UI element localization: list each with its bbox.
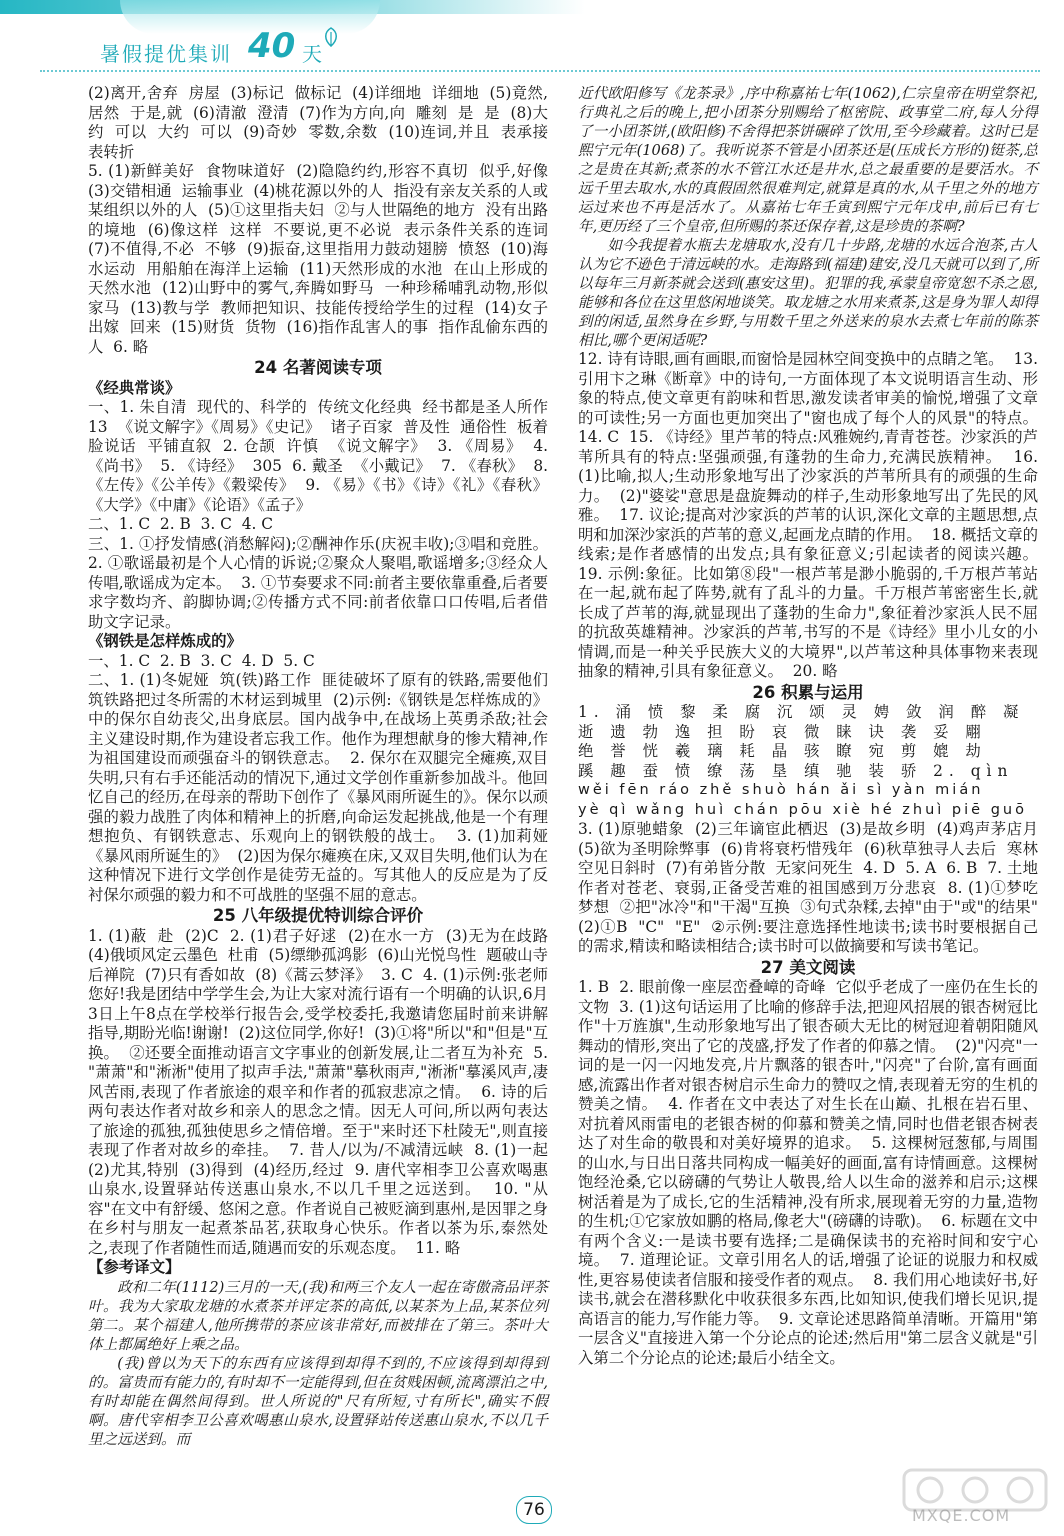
answer-block: 二、1. (1)冬妮娅 筑(铁)路工作 匪徒破坏了原有的铁路,需要他们筑铁路把过冬所需的木材运到城里 (2)示例:《钢铁是怎样炼成的》中的保尔自幼丧父,出身底层。国内战争中,在战场上英勇杀敌;社会主义建设时期,作为建设者忘我工作。他作为理想献身的惨大精神,作为祖国建设而顽强奋斗的钢铁意志。 2. 保尔在双腿完全瘫痪,双目失明,只有右手还能活动的情况下,通过文学创作重新参加战斗。他回忆自己的经历,在母亲的帮助下创作了《暴风雨所诞生的》。保尔以顽强的毅力战胜了肉体和精神上的折磨,向命运发起挑战,他是一个有理想抱负、有钢铁意志、乐观向上的钢铁般的战士。 3. (1)加莉娅 《暴风雨所诞生的》 (2)因为保尔瘫痪在床,又双目失明,他们认为在这种情况下进行文学创作是徒劳无益的。写其他人的反应是为了反衬保尔顽强的毅力和不可战胜的坚强不屈的意志。 bbox=[88, 671, 558, 904]
translation-heading: 【参考译文】 bbox=[88, 1258, 181, 1276]
translation-paragraph: 政和二年(1112)三月的一天,(我)和两三个友人一起在寄傲斋品评茶叶。我为大家取龙塘的水煮茶并评定茶的高低,以某茶为上品,某茶位列第二。某个福建人,他所携带的茶应该非常好,而被排在了第三。茶叶大体上都属绝好上乘之品。 bbox=[88, 1278, 548, 1353]
character-row: 1. 涌 愤 黎 柔 腐 沉 颂 灵 娉 敛 润 醉 凝 bbox=[578, 703, 1025, 721]
answer-block: 二、1. C 2. B 3. C 4. C bbox=[88, 515, 274, 533]
answer-block: (2)离开,舍弃 房屋 (3)标记 做标记 (4)详细地 详细地 (5)竟然,居然 于是,就 (6)清澈 澄清 (7)作为方向,向 雕刻 是 是 (8)大约 可以 大约 可以 (9)奇妙 零数,余数 (10)连词,并且 表承接 表转折 bbox=[88, 84, 558, 161]
series-title: 暑假提优集训 bbox=[100, 42, 232, 66]
answer-block: 3. (1)原驰蜡象 (2)三年谪宦此栖迟 (3)是故乡明 (4)鸡声茅店月 (5)欲为圣明除弊事 (6)肯将衰朽惜残年 (6)秋草独寻人去后 寒林空见日斜时 (7)有弟皆分散 无家问死生 4. D 5. A 6. B 7. 土地 作者对苍老、衰弱,正备受苦难的祖国感到万分悲哀 8. (1)①梦吃 梦想 ②把"冰冷"和"干渴"互换 ③句式杂糅,去掉"由于"或"的结果" (2)①B "C" "E" ②示例:要注意选择性地读书;读书时要根据自己的需求,精读和略读相结合;读书时可以做摘要和写读书笔记。 bbox=[578, 820, 1048, 955]
leaf-icon bbox=[322, 26, 340, 48]
answer-block: 12. 诗有诗眼,画有画眼,而窗恰是园林空间变换中的点睛之笔。 13. 引用卞之琳《断章》中的诗句,一方面体现了本文说明语言生动、形象的特点,使文章更有韵味和哲思,激发读者审美的愉悦,增强了文章的可读性;另一方面也更加突出了"窗也成了每个人的风景"的特点。 14. C 15. 《诗经》里芦苇的特点:风雅婉约,青青苍苍。沙家浜的芦苇所具有的特点:坚强顽强,有蓬勃的生命力,充满民族精神。 16. (1)比喻,拟人;生动形象地写出了沙家浜的芦苇所具有的顽强的生命力。 (2)"婆娑"意思是盘旋舞动的样子,生动形象地写出了先民的风雅。 17. 议论;提高对沙家浜的芦苇的认识,深化文章的主题思想,点明和加深沙家浜的芦苇的意义,起画龙点睛的作用。 18. 概括文章的线索;是作者感情的出发点;具有象征意义;引起读者的阅读兴趣。 19. 示例:象征。比如第⑧段"一根芦苇是渺小脆弱的,千万根芦苇站在一起,就布起了阵势,就有了乱斗的力量。千万根芦苇密密生长,就长成了芦苇的海,就显现出了蓬勃的生命力",象征着沙家浜人民不屈的抗敌英雄精神。沙家浜的芦苇,书写的不是《诗经》里小儿女的小情调,而是一种关乎民族大义的大境界",以芦苇这种具体事物来表现抽象的精神,引具有象征意义。 20. 略 bbox=[578, 350, 1048, 680]
character-row: 蹊 趣 蚕 愤 缭 荡 垦 缜 驰 装 骄 2. qìn bbox=[578, 761, 1014, 780]
answer-block: 5. (1)新鲜美好 食物味道好 (2)隐隐约约,形容不真切 似乎,好像 (3)交错相通 运输事业 (4)桃花源以外的人 指没有亲友关系的人或某组织以外的人 (5)①这里指夫妇 ②与人世隔绝的地方 没有出路的境地 (6)像这样 这样 不要说,更不必说 表示条件关系的连词 (7)不值得,不必 不够 (9)振奋,这里指用力鼓动翅膀 愤怒 (10)海水运动 用船舶在海洋上运输 (11)天然形成的水池 在山上形成的天然水池 (12)山野中的雾气,奔腾如野马 一种珍稀哺乳动物,形似家马 (13)教与学 教师把知识、技能传授给学生的过程 (14)女子出嫁 回来 (15)财货 货物 (16)指作乱害人的事 指作乱偷东西的人 6. 略 bbox=[88, 162, 558, 356]
watermark-site: MXQE.COM bbox=[912, 1506, 1011, 1525]
page-number: 76 bbox=[516, 1496, 552, 1524]
page-header bbox=[0, 0, 1064, 78]
right-column bbox=[578, 84, 1048, 1368]
answer-block: 一、1. 朱自清 现代的、科学的 传统文化经典 经书都是圣人所作 13 《说文解字》《周易》《史记》 诸子百家 普及性 通俗性 板着脸说话 平铺直叙 2. 仓颉 许慎 《说文解字》 3. 《周易》 4. 《尚书》 5. 《诗经》 305 6. 戴圣 《小戴记》 7. 《春秋》 8. 《左传》《公羊传》《穀梁传》 9. 《易》《书》《诗》《礼》《春秋》 《大学》《中庸》《论语》《孟子》 bbox=[88, 398, 558, 514]
answer-block: 三、1. ①抒发情感(消愁解闷);②酬神作乐(庆祝丰收);③唱和竞胜。 2. ①歌谣最初是个人心情的诉说;②聚众人聚唱,歌谣增多;③经众人传唱,歌谣成为定本。 3. ①节奏要求不同:前者主要依靠重叠,后者要求字数均齐、韵脚协调;②传播方式不同:前者依靠口口传唱,后者借助文字记录。 bbox=[88, 534, 558, 631]
pinyin-row: wěi fēn ráo zhě shuò hán ǎi sì yàn mián bbox=[578, 782, 984, 798]
section-title-27: 27 美文阅读 bbox=[760, 957, 856, 977]
subsection-title: 《钢铁是怎样炼成的》 bbox=[88, 632, 242, 650]
section-title-24: 24 名著阅读专项 bbox=[254, 358, 382, 377]
subsection-title: 《经典常谈》 bbox=[88, 378, 181, 397]
character-row: 绝 誉 恍 羲 璃 耗 晶 骇 瞭 宛 剪 媲 劫 bbox=[578, 742, 987, 760]
translation-paragraph: 如今我提着水瓶去龙塘取水,没有几十步路,龙塘的水远合泡茶,古人认为它不逊色于清远峡的水。走海路到(福建)建安,没几天就可以到了,所以每年三月新茶就会送到(惠安这里)。犯罪的我,承蒙皇帝宽恕不杀之恩,能够和各位在这里悠闲地谈笑。取龙塘之水用来煮茶,这是身为罪人却得到的闲适,虽然身在乡野,与用数千里之外送来的泉水去煮七年前的陈茶相比,哪个更闲适呢? bbox=[578, 237, 1038, 349]
section-title-26: 26 积累与运用 bbox=[752, 682, 864, 702]
header-divider bbox=[40, 70, 1040, 72]
answer-block: 一、1. C 2. B 3. C 4. D 5. C bbox=[88, 651, 315, 670]
translation-paragraph: (我)曾以为天下的东西有应该得到却得不到的,不应该得到却得到的。富贵而有能力的,有时却不一定能得到,但在贫贱困顿,流离漂泊之中,有时却能在偶然间得到。世人所说的"尺有所短,寸有所长",确实不假啊。唐代宰相李卫公喜欢喝惠山泉水,设置驿站传送惠山泉水,不以几千里之远送到。而 bbox=[88, 1354, 548, 1448]
character-row: 逝 遗 勃 逸 担 盼 哀 微 睐 诀 袭 妥 翢 bbox=[578, 722, 987, 741]
translation-paragraph: 近代欧阳修写《龙茶录》,序中称嘉祐七年(1062),仁宗皇帝在明堂祭祀,行典礼之后的晚上,把小团茶分别赐给了枢密院、政事堂二府,每人分得了一小团茶饼,(欧阳修)不舍得把茶饼碾碎了饮用,至今珍藏着。这时已是熙宁元年(1068)了。我听说茶不管是小团茶还是(压成长方形的)铤茶,总之是贵在其新;煮茶的水不管江水还是井水,总之最重要的是要活水。不远千里去取水,水的真假固然很难判定,就算是真的水,从千里之外的地方运过来也不再是活水了。从嘉祐七年壬寅到熙宁元年戊申,前后已有七年,更历经了三个皇帝,但所赐的茶还保存着,这是珍贵的茶啊? bbox=[578, 85, 1038, 235]
pinyin-row: yè qì wǎng huì chán pōu xiè hé zhuì piē guō bbox=[578, 801, 1027, 818]
series-days-unit: 天 bbox=[302, 42, 322, 66]
section-title-25: 25 八年级提优特训综合评价 bbox=[212, 906, 424, 925]
answer-block: 1. (1)蔽 赴 (2)C 2. (1)君子好逑 (2)在水一方 (3)无为在歧路 (4)俄顷风定云墨色 杜甫 (5)缥缈孤鸿影 (6)山光悦鸟性 题破山寺后禅院 (7)只有香如故 (8)《蒿云梦泽》 3. C 4. (1)示例:张老师您好!我是团结中学学生会,为让大家对流行语有一个明确的认识,6月3日上午8点在学校举行报告会,受学校委托,我邀请您届时前来讲解指导,期盼光临!谢谢! (2)这位同学,你好! (3)①将"所以"和"但是"互换。 ②还要全面推动语言文字事业的创新发展,让二者互为补充 5. "萧萧"和"淅淅"使用了拟声手法,"萧萧"摹秋雨声,"淅淅"摹溪风声,凄风苦雨,表现了作者旅途的艰辛和作者的孤寂悲凉之情。 6. 诗的后两句表达作者对故乡和亲人的思念之情。因无人可问,所以两句表达了旅途的孤独,孤独使思乡之情倍增。至于"来时还下杜陵无",则直接表现了作者对故乡的牵挂。 7. 昔人/以为/不减清远峡 8. (1)一起 (2)尤其,特别 (3)得到 (4)经历,经过 9. 唐代宰相李卫公喜欢喝惠山泉水,设置驿站传送惠山泉水,不以几千里之远送到。 10. "从容"在文中有舒缓、悠闲之意。作者说自己被贬滴到惠州,是因罪之身在乡村与朋友一起煮茶品茗,获取身心快乐。作者以茶为乐,泰然处之,表现了作者随性而适,随遇而安的乐观态度。 11. 略 bbox=[88, 926, 558, 1257]
left-column bbox=[88, 84, 558, 1449]
series-days-number: 40 bbox=[248, 26, 296, 66]
answer-block: 1. B 2. 眼前像一座层峦叠嶂的奇峰 它似乎老成了一座仍在生长的文物 3. (1)这句话运用了比喻的修辞手法,把迎风招展的银杏树冠比作"十万旌旗",生动形象地写出了银杏硕大无比的树冠迎着朝阳随风舞动的情形,突出了它的茂盛,抒发了作者的仰慕之情。 (2)"闪亮"一词的是一闪一闪地发亮,片片飘落的银杏叶,"闪亮"了台阶,富有画面感,流露出作者对银杏树启示生命力的赞叹之情,表现着无穷的生机的赞美之情。 4. 作者在文中表达了对生长在山巅、扎根在岩石里、对抗着风雨雷电的老银杏树的仰慕和赞美之情,同时也借老银杏树表达了对生命的敬畏和对美好境界的追求。 5. 这棵树冠葱郁,与周围的山水,与日出日落共同构成一幅美好的画面,富有诗情画意。这棵树饱经沧桑,它以磅礴的气势让人敬畏,给人以生命的滋养和启示;这棵树活着是为了成长,它的生活精神,没有所求,展现着无穷的力量,造物的生机;①它家放如鹏的格局,像老大"(磅礴的诗歌)。 6. 标题在文中有两个含义:一是读书要有选择;二是确保读书的充裕时间和安宁心境。 7. 道理论证。文章引用名人的话,增强了论证的说服力和权威性,更容易使读者信服和接受作者的观点。 8. 我们用心地读好书,好读书,就会在潜移默化中收获很多东西,比如知识,使我们增长见识,提高语言的能力,写作能力等。 9. 文章论述思路简单清晰。开篇用"第一层含义"直接进入第一个分论点的论述;然后用"第二层含义就是"引入第二个分论点的论述;最后小结全文。 bbox=[578, 978, 1038, 1367]
